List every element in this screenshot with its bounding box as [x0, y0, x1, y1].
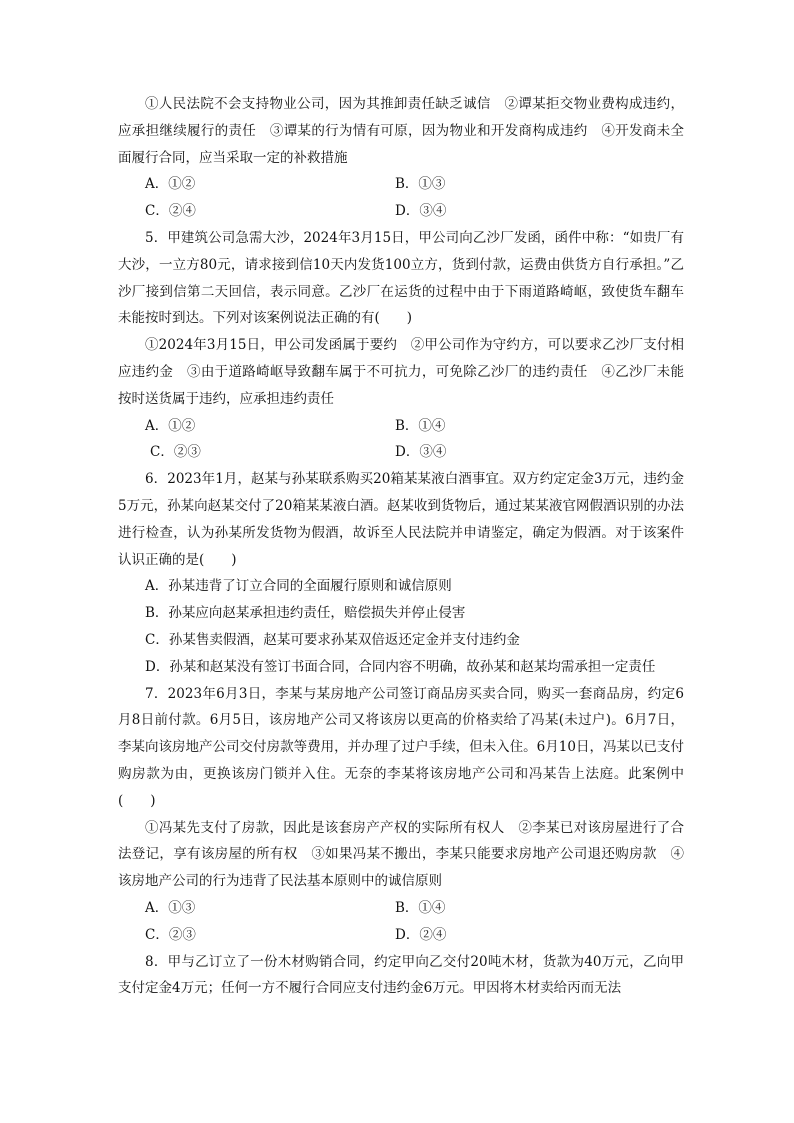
q5-option-a: A．①②: [145, 417, 196, 434]
document-body: [118, 91, 684, 1002]
q7-option-b: B．①④: [395, 899, 446, 916]
q5-statements: ①2024年3月15日，甲公司发函属于要约 ②甲公司作为守约方，可以要求乙沙厂支付相应违约金 ③由于道路崎岖导致翻车属于不可抗力，可免除乙沙厂的违约责任 ④乙沙厂未能按时送货属于违约，应承担违约责任: [118, 337, 684, 407]
q7-stem: 7．2023年6月3日，李某与某房地产公司签订商品房买卖合同，购买一套商品房，约定6月8日前付款。6月5日，该房地产公司又将该房以更高的价格卖给了冯某(未过户)。6月7日，李某向该房地产公司交付房款等费用，并办理了过户手续，但未入住。6月10日，冯某以已支付购房款为由，更换该房门锁并入住。无奈的李某将该房地产公司和冯某告上法庭。此案例中( ): [118, 685, 684, 809]
q6-option-c: C．孙某售卖假酒，赵某可要求孙某双倍返还定金并支付违约金: [145, 631, 520, 648]
q5-options-row-1: [118, 413, 684, 440]
q4-statements: ①人民法院不会支持物业公司，因为其推卸责任缺乏诚信 ②谭某拒交物业费构成违约，应承担继续履行的责任 ③谭某的行为情有可原，因为物业和开发商构成违约 ④开发商未全面履行合同，应当采取一定的补救措施: [118, 96, 684, 166]
q8-stem: 8．甲与乙订立了一份木材购销合同，约定甲向乙交付20吨木材，货款为40万元，乙向甲支付定金4万元；任何一方不履行合同应支付违约金6万元。甲因将木材卖给丙而无法: [118, 953, 684, 997]
q5-option-b: B．①④: [395, 417, 446, 434]
q4-options-row-2: [118, 198, 684, 225]
q4-option-a: A．①②: [145, 176, 196, 193]
q5-stem: 5．甲建筑公司急需大沙，2024年3月15日，甲公司向乙沙厂发函，函件中称：“如贵厂有大沙，一立方80元，请求接到信10天内发货100立方，货到付款，运费由供货方自行承担。”乙沙厂接到信第二天回信，表示同意。乙沙厂在运货的过程中由于下雨道路崎岖，致使货车翻车未能按时到达。下列对该案例说法正确的有( ): [118, 229, 684, 327]
q4-options-row-1: [118, 171, 684, 198]
q6-option-b: B．孙某应向赵某承担违约责任，赔偿损失并停止侵害: [145, 605, 466, 622]
q7-option-a: A．①③: [145, 899, 196, 916]
q7-options-row-1: [118, 895, 684, 922]
q4-option-b: B．①③: [395, 176, 446, 193]
q6-option-d: D．孙某和赵某没有签订书面合同，合同内容不明确，故孙某和赵某均需承担一定责任: [145, 658, 656, 675]
q5-options-row-2: [118, 439, 684, 466]
q7-options-row-2: [118, 922, 684, 949]
q4-option-c: C．②④: [145, 203, 196, 220]
q7-option-c: C．②③: [145, 926, 196, 943]
q7-option-d: D．②④: [395, 926, 447, 943]
q6-option-a: A．孙某违背了订立合同的全面履行原则和诚信原则: [145, 578, 452, 595]
q4-option-d: D．③④: [395, 203, 447, 220]
q5-option-c: C．②③: [150, 444, 201, 461]
q5-option-d: D．③④: [395, 444, 447, 461]
q7-statements: ①冯某先支付了房款，因此是该套房产产权的实际所有权人 ②李某已对该房屋进行了合法登记，享有该房屋的所有权 ③如果冯某不搬出，李某只能要求房地产公司退还购房款 ④该房地产公司的行为违背了民法基本原则中的诚信原则: [118, 819, 684, 890]
q6-stem: 6．2023年1月，赵某与孙某联系购买20箱某某液白酒事宜。双方约定定金3万元，违约金5万元，孙某向赵某交付了20箱某某液白酒。赵某收到货物后，通过某某液官网假酒识别的办法进行检查，认为孙某所发货物为假酒，故诉至人民法院并申请鉴定，确定为假酒。对于该案件认识正确的是( ): [118, 471, 684, 568]
